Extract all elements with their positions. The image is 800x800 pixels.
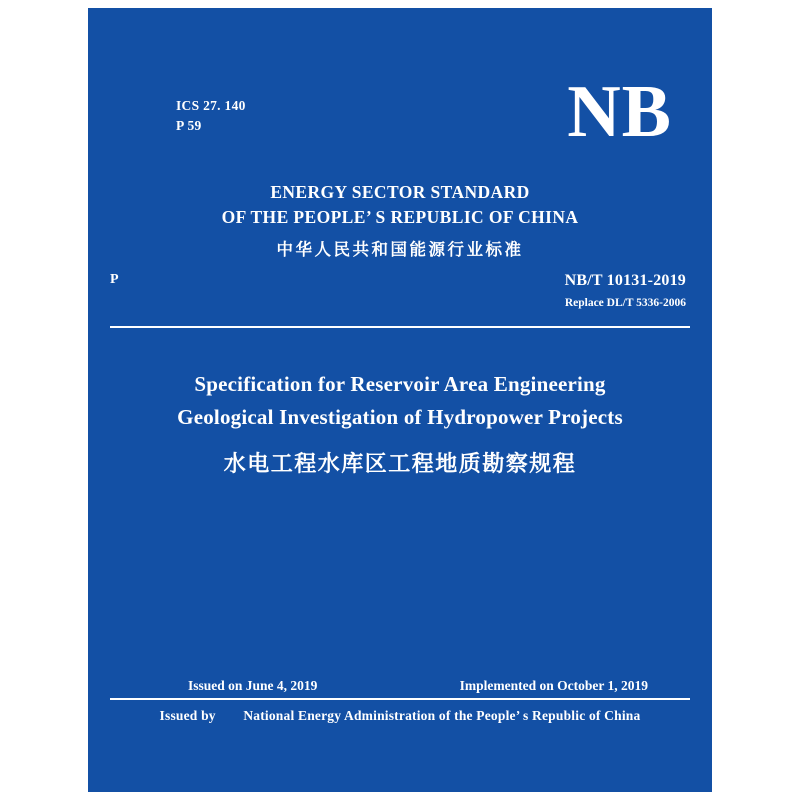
title-en-line2: Geological Investigation of Hydropower Projects [177, 405, 623, 429]
dates-row [110, 678, 690, 694]
issued-by-label: Issued by [159, 708, 216, 723]
issued-by-org: National Energy Administration of the People’ s Republic of China [243, 708, 641, 723]
cover-header [88, 71, 712, 168]
standard-name-en-line2: OF THE PEOPLE’ S REPUBLIC OF CHINA [221, 207, 579, 227]
title-en-line1: Specification for Reservoir Area Engineering [194, 372, 606, 396]
replace-note: Replace DL/T 5336-2006 [564, 297, 686, 309]
ics-number: ICS 27. 140 [176, 98, 246, 113]
standard-code: NB/T 10131-2019 [564, 272, 686, 289]
standard-cover [88, 8, 712, 792]
issued-date: Issued on June 4, 2019 [188, 678, 318, 693]
issuer-row [88, 708, 712, 724]
nb-logo: NB [567, 71, 672, 153]
divider-bottom [110, 698, 690, 700]
implemented-date: Implemented on October 1, 2019 [459, 678, 648, 693]
ics-block [176, 96, 246, 136]
divider-top [110, 326, 690, 328]
classification-code: P 59 [176, 118, 202, 133]
p-mark: P [110, 272, 119, 287]
standard-name-en-line1: ENERGY SECTOR STANDARD [270, 182, 530, 202]
document-title-block [88, 368, 712, 484]
standard-code-block [88, 270, 712, 320]
standard-code-group [565, 270, 686, 312]
standard-name-zh: 中华人民共和国能源行业标准 [276, 240, 524, 259]
standard-name-block [88, 180, 712, 266]
title-zh: 水电工程水库区工程地质勘察规程 [223, 451, 577, 476]
